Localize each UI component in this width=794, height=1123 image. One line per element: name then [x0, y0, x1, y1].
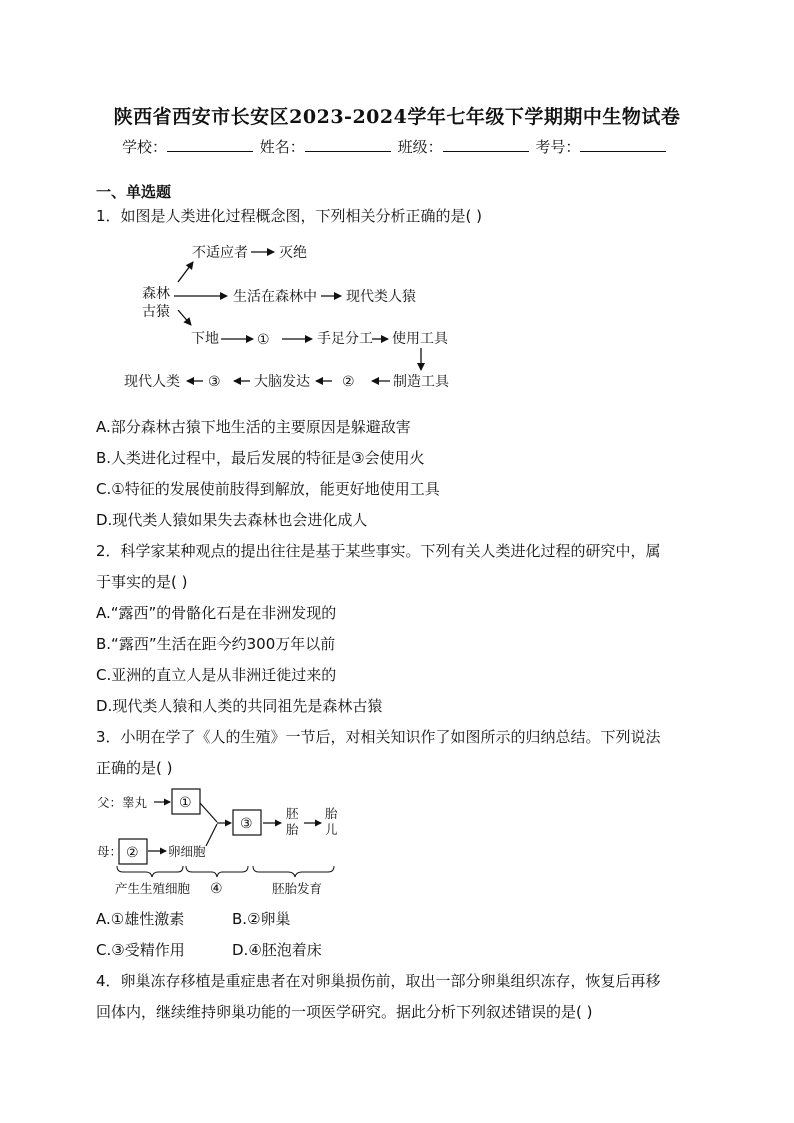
q3-option-d-pre: D.: [232, 941, 249, 959]
q2-stem-line1: 2．科学家某种观点的提出往往是基于某些事实。下列有关人类进化过程的研究中，属: [96, 542, 661, 560]
school-blank: [167, 137, 253, 152]
node-circle-1: ①: [257, 332, 270, 348]
q3-option-a-mark: ①: [110, 910, 125, 928]
q1-option-d[interactable]: D.现代类人猿如果失去森林也会进化成人: [96, 511, 368, 529]
q3-option-d-mark: ④: [248, 941, 262, 959]
q3-option-c-pre: C.: [96, 941, 112, 959]
q1-option-c[interactable]: [96, 478, 440, 499]
q2-option-d[interactable]: D.现代类人猿和人类的共同祖先是森林古猿: [96, 697, 383, 715]
class-blank: [443, 137, 529, 152]
q3-option-b[interactable]: [232, 908, 291, 929]
q1-evolution-diagram: [0, 230, 794, 400]
box-3-label: ③: [240, 816, 253, 832]
arrow-ape-unfit: [178, 262, 193, 282]
label-mother: 母：: [97, 844, 123, 859]
node-unfit: 不适应者: [192, 245, 248, 261]
label-4: ④: [210, 881, 223, 897]
node-descend: 下地: [191, 331, 219, 347]
q3-option-a-pre: A.: [96, 910, 111, 928]
node-extinct: 灭绝: [279, 245, 307, 261]
q4-stem-line1: 4．卵巢冻存移植是重症患者在对卵巢损伤前，取出一部分卵巢组织冻存，恢复后再移: [96, 972, 661, 990]
q2-stem-line2: 于事实的是( ): [96, 573, 188, 591]
q3-stem-line2: 正确的是( ): [96, 759, 173, 777]
node-brain: 大脑发达: [254, 374, 310, 390]
exam-no-label: 考号：: [535, 138, 581, 156]
node-modern-human: 现代人类: [124, 374, 180, 390]
q3-option-c-post: 受精作用: [124, 941, 185, 959]
node-hand-foot: 手足分工: [317, 331, 373, 347]
class-label: 班级：: [397, 138, 443, 156]
exam-no-blank: [580, 137, 666, 152]
node-circle-3: ③: [208, 374, 221, 390]
q3-option-d[interactable]: [232, 939, 322, 960]
q3-option-c-mark: ③: [111, 941, 125, 959]
label-produce-cells: 产生生殖细胞: [115, 881, 191, 896]
school-label: 学校：: [122, 138, 168, 156]
q1-option-a[interactable]: A.部分森林古猿下地生活的主要原因是躲避敌害: [96, 418, 411, 436]
q4-stem-line2: 回体内，继续维持卵巢功能的一项医学研究。据此分析下列叙述错误的是( ): [96, 1003, 593, 1021]
q1-option-c-post: 特征的发展使前肢得到解放，能更好地使用工具: [124, 480, 440, 498]
label-egg: 卵细胞: [168, 844, 206, 859]
brace-cells: [117, 866, 183, 877]
q2-option-c[interactable]: C.亚洲的直立人是从非洲迁徙过来的: [96, 666, 337, 684]
label-fetus-line1: 胎: [325, 806, 338, 821]
q1-option-b-mark: ③: [351, 449, 365, 467]
student-info-line: [122, 136, 668, 157]
q3-option-d-post: 胚泡着床: [261, 941, 322, 959]
q1-option-b[interactable]: [96, 447, 425, 468]
node-circle-2: ②: [342, 374, 355, 390]
q3-option-c[interactable]: [96, 939, 185, 960]
node-forest-ape-line2: 古猿: [142, 304, 170, 320]
q1-option-c-pre: C.: [96, 480, 112, 498]
brace-4: [186, 866, 248, 877]
q3-option-b-mark: ②: [247, 910, 261, 928]
q3-option-a-post: 雄性激素: [124, 910, 185, 928]
q2-option-b[interactable]: B.“露西”生活在距今约300万年以前: [96, 635, 336, 653]
node-use-tools: 使用工具: [392, 331, 448, 347]
page-title: 陕西省西安市长安区2023-2024学年七年级下学期期中生物试卷: [113, 106, 681, 128]
q3-option-b-post: 卵巢: [260, 910, 291, 928]
brace-dev: [253, 866, 334, 877]
box-2-label: ②: [126, 845, 139, 861]
node-modern-ape: 现代类人猿: [346, 289, 416, 305]
q3-option-a[interactable]: [96, 908, 184, 929]
name-label: 姓名：: [259, 138, 305, 156]
label-fetus-line2: 儿: [325, 822, 338, 837]
q3-option-b-pre: B.: [232, 910, 248, 928]
label-embryo-line1: 胚: [286, 806, 299, 821]
node-forest-ape-line1: 森林: [142, 286, 170, 302]
arrow-egg-join: [206, 824, 217, 846]
box-1-label: ①: [179, 795, 192, 811]
q3-reproduction-diagram: [0, 784, 794, 900]
q1-option-b-post: 会使用火: [364, 449, 425, 467]
arrow-ape-descend: [178, 310, 191, 325]
q3-stem-line1: 3．小明在学了《人的生殖》一节后，对相关知识作了如图所示的归纳总结。下列说法: [96, 728, 661, 746]
q1-option-c-mark: ①: [111, 480, 125, 498]
q1-stem: 1．如图是人类进化过程概念图，下列相关分析正确的是( ): [96, 207, 483, 225]
node-live-in-forest: 生活在森林中: [233, 289, 317, 305]
name-blank: [305, 137, 391, 152]
section-heading: 一、单选题: [96, 183, 172, 201]
q1-option-b-pre: B.人类进化过程中，最后发展的特征是: [96, 449, 352, 467]
label-father-testis: 父：睾丸: [97, 795, 148, 810]
label-embryo-line2: 胎: [286, 822, 299, 837]
q2-option-a[interactable]: A.“露西”的骨骼化石是在非洲发现的: [96, 604, 337, 622]
label-embryo-dev: 胚胎发育: [272, 881, 323, 896]
node-make-tools: 制造工具: [393, 374, 449, 390]
arrow-box1-join: [200, 803, 217, 822]
